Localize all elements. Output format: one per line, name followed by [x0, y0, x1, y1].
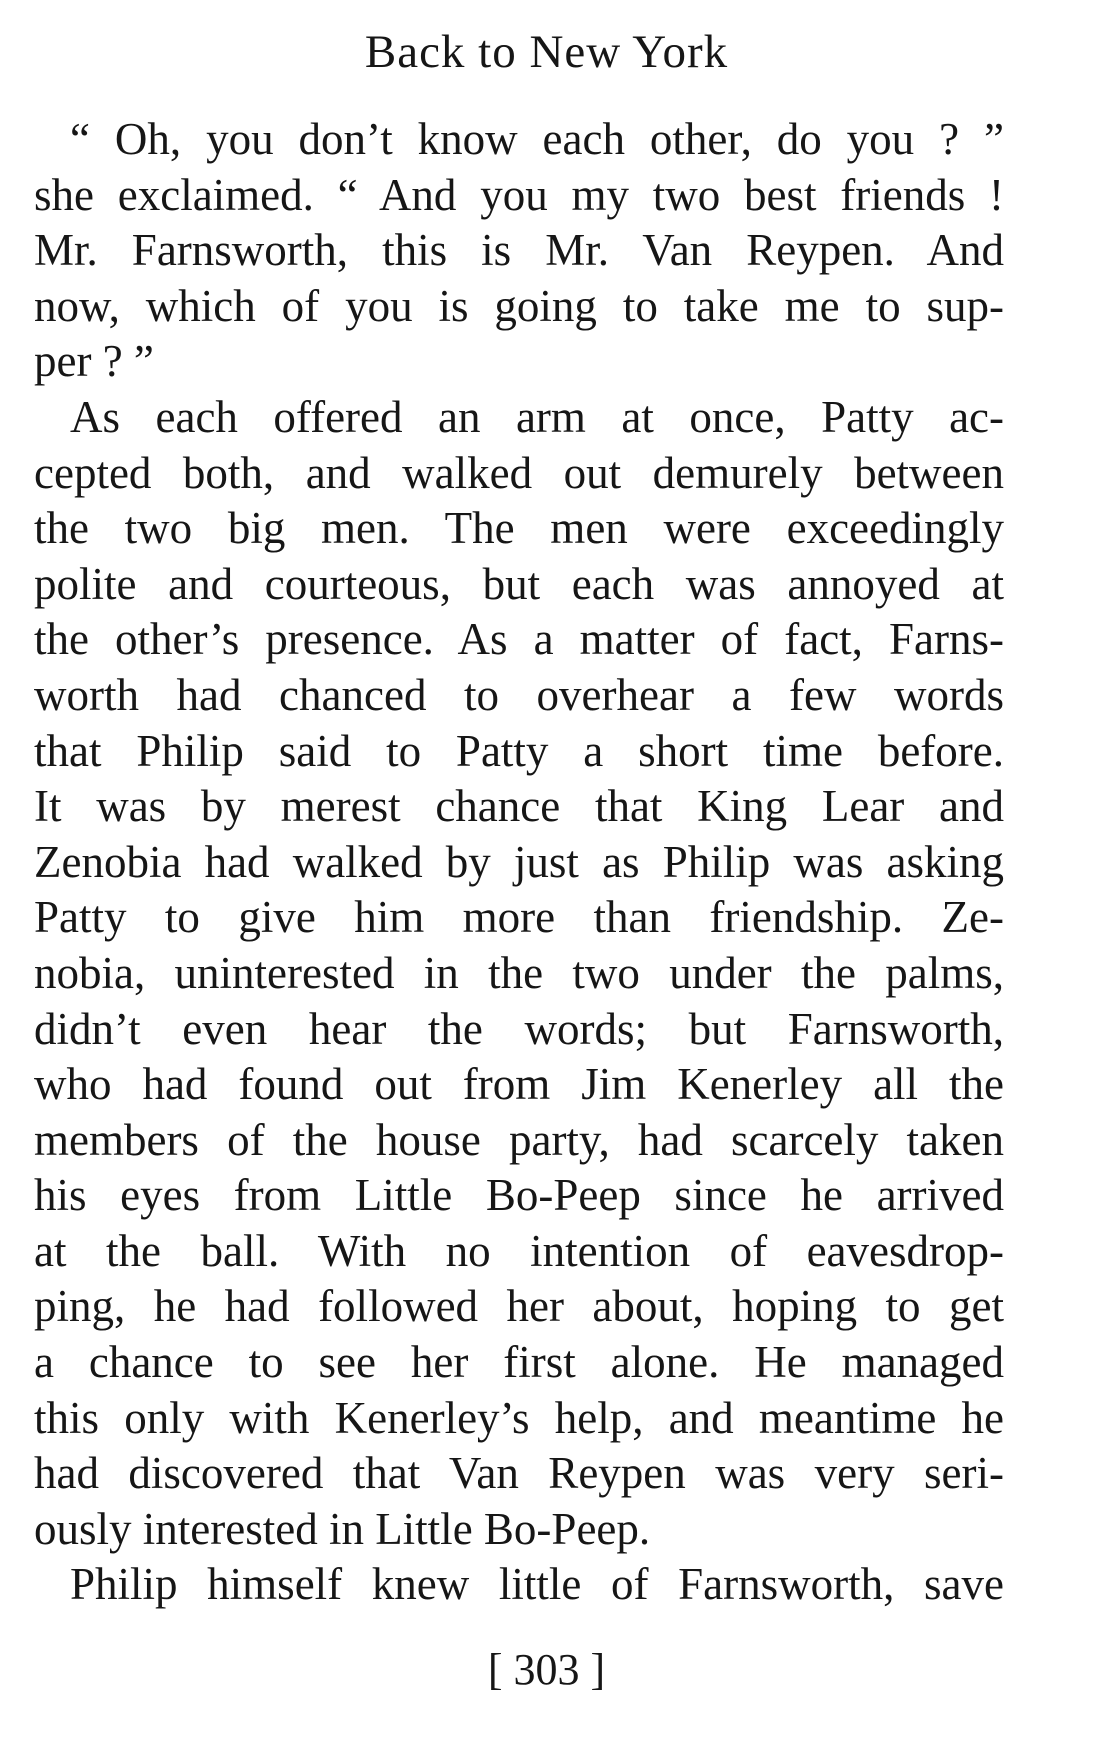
text-line: had discovered that Van Reypen was very seri-	[34, 1448, 1004, 1499]
text-line: nobia, uninterested in the two under the palms,	[34, 947, 1004, 998]
text-line: per ? ”	[34, 336, 154, 387]
page-number: [ 303 ]	[487, 1645, 606, 1694]
text-line: a chance to see her first alone. He managed	[34, 1337, 1004, 1388]
text-line: the two big men. The men were exceedingly	[34, 503, 1004, 554]
text-line: she exclaimed. “ And you my two best friends !	[34, 169, 1004, 220]
text-line: As each offered an arm at once, Patty ac-	[70, 391, 1004, 442]
text-line: Philip himself knew little of Farnsworth, save	[70, 1559, 1004, 1610]
text-line: ously interested in Little Bo-Peep.	[34, 1503, 651, 1554]
text-line: members of the house party, had scarcely taken	[34, 1114, 1004, 1165]
text-line: now, which of you is going to take me to sup-	[34, 280, 1004, 331]
text-line: that Philip said to Patty a short time before.	[34, 725, 1004, 776]
text-line: Patty to give him more than friendship. Ze-	[34, 892, 1004, 943]
text-line: “ Oh, you don’t know each other, do you ? ”	[70, 114, 1004, 164]
text-line: at the ball. With no intention of eavesdrop-	[34, 1225, 1004, 1276]
text-line: ping, he had followed her about, hoping to get	[34, 1281, 1004, 1332]
text-line: this only with Kenerley’s help, and meantime he	[34, 1392, 1004, 1443]
text-line: didn’t even hear the words; but Farnsworth,	[34, 1003, 1004, 1054]
text-line: Zenobia had walked by just as Philip was asking	[34, 836, 1004, 887]
text-line: his eyes from Little Bo-Peep since he arrived	[34, 1170, 1004, 1221]
text-line: polite and courteous, but each was annoyed at	[34, 558, 1004, 609]
text-line: Mr. Farnsworth, this is Mr. Van Reypen. And	[34, 225, 1004, 276]
text-line: cepted both, and walked out demurely between	[34, 447, 1004, 498]
running-head: Back to New York	[364, 26, 729, 78]
body-text	[34, 112, 1004, 1613]
text-line: who had found out from Jim Kenerley all the	[34, 1059, 1004, 1110]
text-line: It was by merest chance that King Lear and	[34, 781, 1004, 832]
text-line: the other’s presence. As a matter of fact, Farns-	[34, 614, 1004, 665]
text-line: worth had chanced to overhear a few words	[34, 669, 1004, 720]
